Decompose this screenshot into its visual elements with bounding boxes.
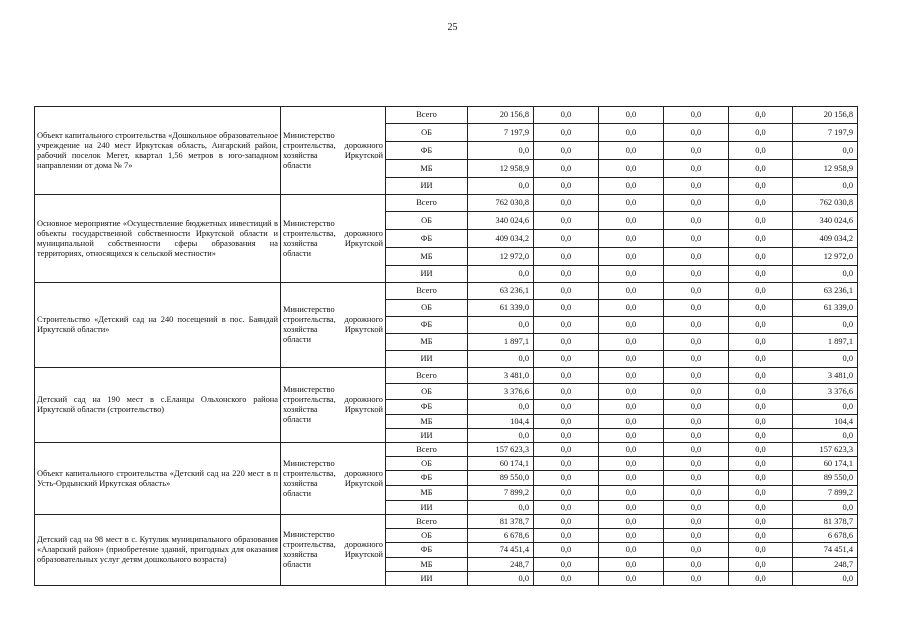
amount-cell: 7 197,9: [793, 124, 858, 142]
amount-cell: 81 378,7: [793, 515, 858, 529]
project-name: Основное мероприятие «Осуществление бюджетных инвестиций в объекты государственной собственности Иркутской области и муниципальной собственности сферы образования на территориях, относящихся к сельской местности»: [35, 195, 281, 283]
funding-source-label: ФБ: [386, 400, 468, 415]
amount-cell: 0,0: [534, 351, 599, 368]
amount-cell: 0,0: [534, 266, 599, 283]
project-executor: Министерство строительства, дорожного хозяйства Иркутской области: [281, 515, 386, 586]
amount-cell: 0,0: [534, 400, 599, 415]
amount-cell: 74 451,4: [793, 543, 858, 558]
amount-cell: 1 897,1: [793, 334, 858, 351]
funding-source-label: МБ: [386, 558, 468, 572]
amount-cell: 0,0: [534, 543, 599, 558]
amount-cell: 0,0: [534, 415, 599, 429]
amount-cell: 61 339,0: [793, 300, 858, 317]
funding-source-label: ФБ: [386, 317, 468, 334]
amount-cell: 0,0: [664, 572, 729, 586]
amount-cell: 0,0: [599, 572, 664, 586]
amount-cell: 0,0: [534, 334, 599, 351]
amount-cell: 12 972,0: [468, 248, 534, 266]
amount-cell: 3 481,0: [468, 368, 534, 384]
amount-cell: 0,0: [664, 317, 729, 334]
table-row: [35, 195, 858, 212]
amount-cell: 12 958,9: [793, 160, 858, 178]
amount-cell: 0,0: [729, 124, 793, 142]
amount-cell: 63 236,1: [468, 283, 534, 300]
amount-cell: 0,0: [599, 429, 664, 443]
amount-cell: 0,0: [729, 266, 793, 283]
amount-cell: 12 972,0: [793, 248, 858, 266]
project-name: Объект капитального строительства «Дошкольное образовательное учреждение на 240 мест Иркутская область, Ангарский район, рабочий поселок Мегет, квартал 1,56 метров в юго-западном направлении от дома № 7»: [35, 107, 281, 195]
project-executor: Министерство строительства, дорожного хозяйства Иркутской области: [281, 107, 386, 195]
amount-cell: 0,0: [793, 178, 858, 195]
funding-source-label: ФБ: [386, 471, 468, 486]
amount-cell: 0,0: [599, 457, 664, 471]
amount-cell: 0,0: [468, 142, 534, 160]
amount-cell: 0,0: [664, 543, 729, 558]
amount-cell: 0,0: [793, 142, 858, 160]
amount-cell: 0,0: [599, 142, 664, 160]
amount-cell: 0,0: [599, 486, 664, 501]
amount-cell: 0,0: [534, 195, 599, 212]
amount-cell: 0,0: [599, 415, 664, 429]
amount-cell: 0,0: [599, 515, 664, 529]
amount-cell: 0,0: [599, 248, 664, 266]
amount-cell: 0,0: [664, 471, 729, 486]
amount-cell: 3 376,6: [468, 384, 534, 400]
project-executor: Министерство строительства, дорожного хозяйства Иркутской области: [281, 283, 386, 368]
amount-cell: 0,0: [534, 124, 599, 142]
amount-cell: 0,0: [729, 107, 793, 124]
amount-cell: 0,0: [793, 429, 858, 443]
amount-cell: 1 897,1: [468, 334, 534, 351]
amount-cell: 20 156,8: [468, 107, 534, 124]
amount-cell: 104,4: [468, 415, 534, 429]
project-executor: Министерство строительства, дорожного хозяйства Иркутской области: [281, 195, 386, 283]
amount-cell: 0,0: [729, 471, 793, 486]
amount-cell: 0,0: [599, 300, 664, 317]
amount-cell: 409 034,2: [468, 230, 534, 248]
amount-cell: 89 550,0: [793, 471, 858, 486]
amount-cell: 0,0: [664, 368, 729, 384]
amount-cell: 0,0: [729, 415, 793, 429]
amount-cell: 0,0: [534, 471, 599, 486]
amount-cell: 3 376,6: [793, 384, 858, 400]
project-name: Детский сад на 190 мест в с.Еланцы Ольхонского района Иркутской области (строительство): [35, 368, 281, 443]
amount-cell: 0,0: [599, 124, 664, 142]
amount-cell: 0,0: [534, 212, 599, 230]
amount-cell: 0,0: [664, 283, 729, 300]
funding-source-label: ФБ: [386, 543, 468, 558]
amount-cell: 0,0: [664, 443, 729, 457]
amount-cell: 0,0: [534, 529, 599, 543]
amount-cell: 0,0: [599, 443, 664, 457]
amount-cell: 157 623,3: [468, 443, 534, 457]
project-name: Строительство «Детский сад на 240 посещений в пос. Баяндай Иркутской области»: [35, 283, 281, 368]
funding-source-label: Всего: [386, 443, 468, 457]
funding-source-label: ИИ: [386, 178, 468, 195]
amount-cell: 74 451,4: [468, 543, 534, 558]
amount-cell: 0,0: [729, 230, 793, 248]
table-row: [35, 443, 858, 457]
amount-cell: 0,0: [468, 400, 534, 415]
amount-cell: 6 678,6: [468, 529, 534, 543]
amount-cell: 0,0: [534, 429, 599, 443]
amount-cell: 0,0: [729, 429, 793, 443]
amount-cell: 0,0: [599, 558, 664, 572]
amount-cell: 340 024,6: [793, 212, 858, 230]
amount-cell: 104,4: [793, 415, 858, 429]
amount-cell: 0,0: [534, 515, 599, 529]
table-row: [35, 368, 858, 384]
amount-cell: 0,0: [599, 195, 664, 212]
amount-cell: 0,0: [729, 486, 793, 501]
amount-cell: 0,0: [729, 300, 793, 317]
amount-cell: 0,0: [599, 368, 664, 384]
funding-source-label: ОБ: [386, 212, 468, 230]
amount-cell: 0,0: [664, 501, 729, 515]
amount-cell: 0,0: [729, 543, 793, 558]
funding-source-label: ОБ: [386, 457, 468, 471]
amount-cell: 0,0: [729, 248, 793, 266]
amount-cell: 0,0: [599, 212, 664, 230]
funding-source-label: ОБ: [386, 529, 468, 543]
amount-cell: 0,0: [534, 384, 599, 400]
amount-cell: 0,0: [534, 248, 599, 266]
amount-cell: 0,0: [793, 572, 858, 586]
amount-cell: 60 174,1: [468, 457, 534, 471]
amount-cell: 0,0: [599, 400, 664, 415]
amount-cell: 0,0: [468, 178, 534, 195]
amount-cell: 0,0: [729, 443, 793, 457]
funding-source-label: ИИ: [386, 429, 468, 443]
amount-cell: 0,0: [793, 266, 858, 283]
amount-cell: 0,0: [729, 317, 793, 334]
amount-cell: 0,0: [664, 486, 729, 501]
amount-cell: 0,0: [534, 107, 599, 124]
funding-source-label: МБ: [386, 486, 468, 501]
funding-source-label: МБ: [386, 415, 468, 429]
amount-cell: 0,0: [729, 501, 793, 515]
amount-cell: 0,0: [664, 529, 729, 543]
funding-source-label: МБ: [386, 334, 468, 351]
amount-cell: 0,0: [599, 160, 664, 178]
amount-cell: 89 550,0: [468, 471, 534, 486]
amount-cell: 0,0: [534, 142, 599, 160]
amount-cell: 0,0: [534, 457, 599, 471]
amount-cell: 762 030,8: [468, 195, 534, 212]
amount-cell: 0,0: [664, 195, 729, 212]
amount-cell: 0,0: [468, 501, 534, 515]
amount-cell: 0,0: [664, 457, 729, 471]
amount-cell: 0,0: [793, 351, 858, 368]
amount-cell: 0,0: [729, 283, 793, 300]
amount-cell: 0,0: [534, 283, 599, 300]
amount-cell: 20 156,8: [793, 107, 858, 124]
amount-cell: 409 034,2: [793, 230, 858, 248]
amount-cell: 0,0: [664, 178, 729, 195]
amount-cell: 0,0: [729, 384, 793, 400]
funding-source-label: МБ: [386, 160, 468, 178]
amount-cell: 0,0: [664, 230, 729, 248]
amount-cell: 0,0: [664, 266, 729, 283]
amount-cell: 0,0: [534, 572, 599, 586]
amount-cell: 762 030,8: [793, 195, 858, 212]
amount-cell: 0,0: [599, 107, 664, 124]
amount-cell: 0,0: [664, 515, 729, 529]
amount-cell: 0,0: [664, 160, 729, 178]
amount-cell: 7 899,2: [793, 486, 858, 501]
amount-cell: 7 197,9: [468, 124, 534, 142]
project-name: Детский сад на 98 мест в с. Кутулик муниципального образования «Аларский район» (приобретение зданий, пригодных для оказания образовательных услуг детям дошкольного возраста): [35, 515, 281, 586]
amount-cell: 0,0: [664, 142, 729, 160]
amount-cell: 6 678,6: [793, 529, 858, 543]
amount-cell: 0,0: [599, 266, 664, 283]
amount-cell: 0,0: [664, 415, 729, 429]
amount-cell: 0,0: [729, 212, 793, 230]
amount-cell: 0,0: [599, 230, 664, 248]
table-row: [35, 515, 858, 529]
amount-cell: 0,0: [599, 317, 664, 334]
amount-cell: 0,0: [664, 107, 729, 124]
amount-cell: 0,0: [729, 368, 793, 384]
amount-cell: 81 378,7: [468, 515, 534, 529]
amount-cell: 0,0: [793, 317, 858, 334]
amount-cell: 0,0: [534, 486, 599, 501]
amount-cell: 248,7: [468, 558, 534, 572]
amount-cell: 0,0: [599, 529, 664, 543]
funding-source-label: ОБ: [386, 384, 468, 400]
table-body: [35, 107, 858, 586]
amount-cell: 0,0: [664, 124, 729, 142]
funding-source-label: Всего: [386, 515, 468, 529]
table-row: [35, 283, 858, 300]
amount-cell: 60 174,1: [793, 457, 858, 471]
amount-cell: 0,0: [729, 558, 793, 572]
amount-cell: 0,0: [599, 351, 664, 368]
funding-source-label: Всего: [386, 368, 468, 384]
amount-cell: 12 958,9: [468, 160, 534, 178]
amount-cell: 0,0: [729, 572, 793, 586]
funding-source-label: ФБ: [386, 142, 468, 160]
funding-source-label: ИИ: [386, 501, 468, 515]
amount-cell: 0,0: [729, 178, 793, 195]
project-executor: Министерство строительства, дорожного хозяйства Иркутской области: [281, 368, 386, 443]
funding-source-label: Всего: [386, 107, 468, 124]
amount-cell: 0,0: [534, 501, 599, 515]
amount-cell: 0,0: [729, 160, 793, 178]
amount-cell: 0,0: [534, 230, 599, 248]
amount-cell: 0,0: [534, 317, 599, 334]
table-row: [35, 107, 858, 124]
project-executor: Министерство строительства, дорожного хозяйства Иркутской области: [281, 443, 386, 515]
amount-cell: 0,0: [664, 400, 729, 415]
budget-table: [34, 106, 858, 586]
amount-cell: 0,0: [793, 501, 858, 515]
amount-cell: 0,0: [534, 443, 599, 457]
amount-cell: 0,0: [599, 471, 664, 486]
amount-cell: 0,0: [729, 457, 793, 471]
amount-cell: 0,0: [468, 429, 534, 443]
amount-cell: 0,0: [599, 334, 664, 351]
amount-cell: 0,0: [468, 572, 534, 586]
amount-cell: 0,0: [664, 429, 729, 443]
project-name: Объект капитального строительства «Детский сад на 220 мест в п Усть-Ордынский Иркутская область»: [35, 443, 281, 515]
amount-cell: 0,0: [468, 317, 534, 334]
amount-cell: 0,0: [534, 160, 599, 178]
funding-source-label: ИИ: [386, 351, 468, 368]
amount-cell: 0,0: [468, 266, 534, 283]
amount-cell: 0,0: [468, 351, 534, 368]
amount-cell: 0,0: [729, 515, 793, 529]
funding-source-label: ИИ: [386, 266, 468, 283]
amount-cell: 0,0: [599, 501, 664, 515]
amount-cell: 63 236,1: [793, 283, 858, 300]
amount-cell: 0,0: [534, 558, 599, 572]
funding-source-label: Всего: [386, 283, 468, 300]
funding-source-label: ОБ: [386, 124, 468, 142]
amount-cell: 248,7: [793, 558, 858, 572]
amount-cell: 0,0: [599, 384, 664, 400]
amount-cell: 0,0: [599, 283, 664, 300]
amount-cell: 0,0: [664, 558, 729, 572]
amount-cell: 0,0: [729, 142, 793, 160]
amount-cell: 0,0: [599, 178, 664, 195]
funding-source-label: ФБ: [386, 230, 468, 248]
amount-cell: 0,0: [664, 384, 729, 400]
amount-cell: 0,0: [534, 178, 599, 195]
amount-cell: 0,0: [664, 300, 729, 317]
funding-source-label: ОБ: [386, 300, 468, 317]
amount-cell: 0,0: [793, 400, 858, 415]
funding-source-label: Всего: [386, 195, 468, 212]
amount-cell: 0,0: [664, 212, 729, 230]
amount-cell: 3 481,0: [793, 368, 858, 384]
amount-cell: 0,0: [534, 300, 599, 317]
amount-cell: 0,0: [664, 248, 729, 266]
page-number: 25: [447, 22, 458, 33]
amount-cell: 61 339,0: [468, 300, 534, 317]
amount-cell: 0,0: [729, 334, 793, 351]
amount-cell: 157 623,3: [793, 443, 858, 457]
amount-cell: 0,0: [664, 351, 729, 368]
amount-cell: 0,0: [729, 195, 793, 212]
amount-cell: 0,0: [664, 334, 729, 351]
amount-cell: 340 024,6: [468, 212, 534, 230]
amount-cell: 7 899,2: [468, 486, 534, 501]
amount-cell: 0,0: [599, 543, 664, 558]
funding-source-label: ИИ: [386, 572, 468, 586]
amount-cell: 0,0: [534, 368, 599, 384]
amount-cell: 0,0: [729, 529, 793, 543]
amount-cell: 0,0: [729, 400, 793, 415]
amount-cell: 0,0: [729, 351, 793, 368]
funding-source-label: МБ: [386, 248, 468, 266]
